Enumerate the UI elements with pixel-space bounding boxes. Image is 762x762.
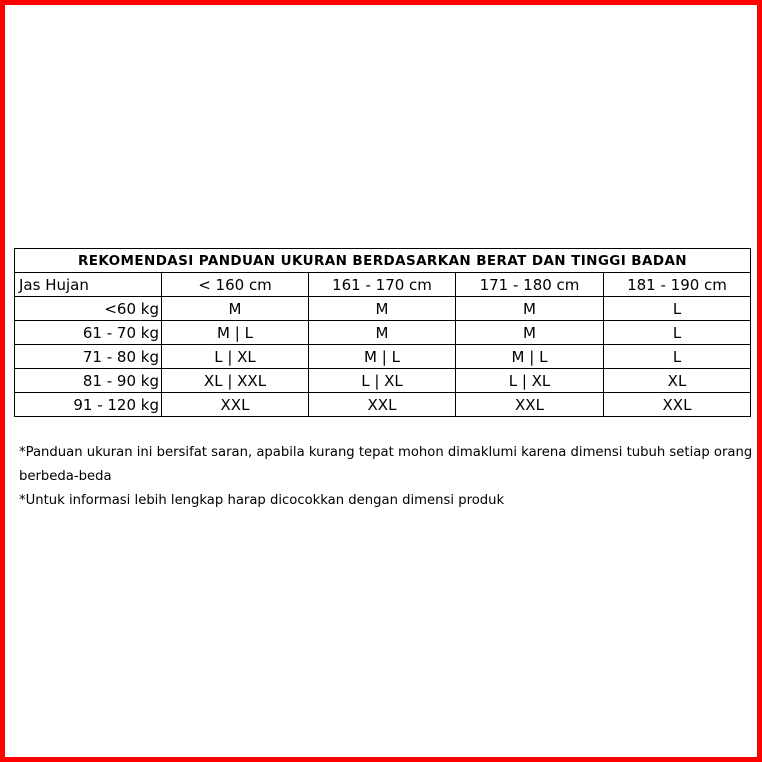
weight-cell: 61 - 70 kg [15,321,162,345]
table-row [15,369,751,393]
size-cell: L [604,297,751,321]
size-cell: XL | XXL [162,369,309,393]
size-cell: L | XL [162,345,309,369]
size-cell: XXL [604,393,751,417]
weight-cell: 91 - 120 kg [15,393,162,417]
size-cell: M [456,321,604,345]
size-cell: L [604,345,751,369]
size-cell: M [162,297,309,321]
note-size-advice: *Panduan ukuran ini bersifat saran, apabila kurang tepat mohon dimaklumi karena dimensi tubuh setiap orang berbeda-beda [19,445,753,484]
size-cell: XL [604,369,751,393]
header-product: Jas Hujan [15,273,162,297]
table-row [15,345,751,369]
size-cell: M [309,321,456,345]
size-cell: M [309,297,456,321]
size-cell: M | L [456,345,604,369]
size-cell: XXL [162,393,309,417]
size-guide-table [14,248,751,417]
weight-cell: 81 - 90 kg [15,369,162,393]
table-row [15,393,751,417]
size-cell: M [456,297,604,321]
weight-cell: <60 kg [15,297,162,321]
table-title: REKOMENDASI PANDUAN UKURAN BERDASARKAN BERAT DAN TINGGI BADAN [15,249,751,273]
size-cell: XXL [309,393,456,417]
table-row [15,321,751,345]
size-cell: L | XL [456,369,604,393]
table-title-row [15,249,751,273]
header-height-1: < 160 cm [162,273,309,297]
notes-section [19,441,755,513]
table-header-row [15,273,751,297]
size-cell: M | L [309,345,456,369]
header-height-4: 181 - 190 cm [604,273,751,297]
table-row [15,297,751,321]
header-height-2: 161 - 170 cm [309,273,456,297]
size-cell: XXL [456,393,604,417]
note-product-dimensions: *Untuk informasi lebih lengkap harap dicocokkan dengan dimensi produk [19,493,505,508]
header-height-3: 171 - 180 cm [456,273,604,297]
size-cell: L | XL [309,369,456,393]
weight-cell: 71 - 80 kg [15,345,162,369]
size-cell: M | L [162,321,309,345]
size-cell: L [604,321,751,345]
